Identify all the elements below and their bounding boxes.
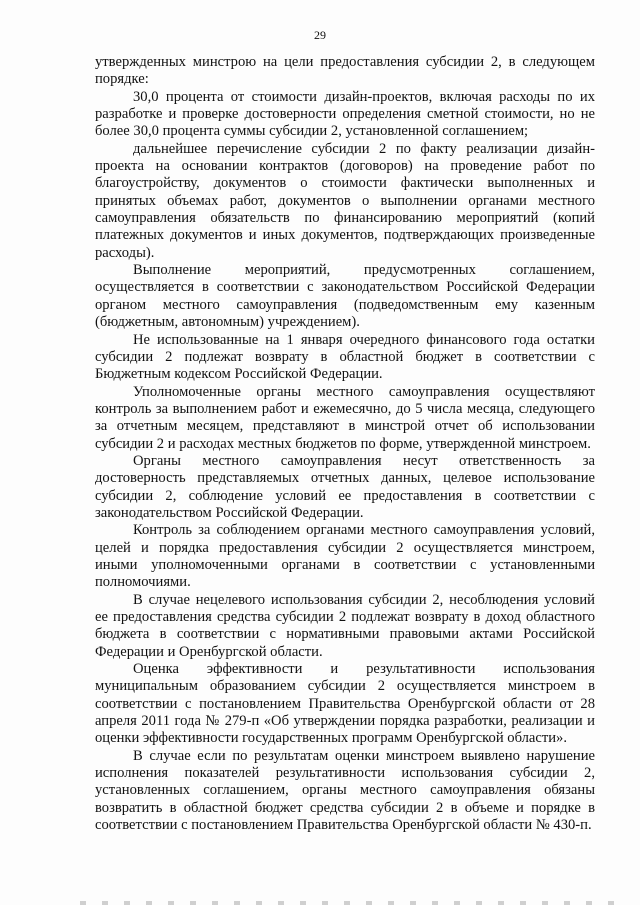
document-body xyxy=(95,54,595,834)
paragraph-3: дальнейшее перечисление субсидии 2 по факту реализации дизайн-проекта на основании контрактов (договоров) на проведение работ по благоустройству, документов о стоимости фактически выполненных и принятых объемах работ, документов о выполнении органами местного самоуправления обязательств по финансированию мероприятий (копий платежных документов и иных документов, подтверждающих произведенные расходы). xyxy=(95,140,595,261)
paragraph-5: Не использованные на 1 января очередного финансового года остатки субсидии 2 подлежат возврату в областной бюджет в соответствии с Бюджетным кодексом Российской Федерации. xyxy=(95,331,595,383)
scan-edge-artifact xyxy=(80,901,620,905)
paragraph-7: Органы местного самоуправления несут ответственность за достоверность представляемых отчетных данных, целевое использование субсидии 2, соблюдение условий ее предоставления в соответствии с законодательством Российской Федерации. xyxy=(95,452,595,521)
paragraph-8: Контроль за соблюдением органами местного самоуправления условий, целей и порядка предоставления субсидии 2 осуществляется минстроем, иными уполномоченными органами в соответствии с установленными полномочиями. xyxy=(95,522,595,591)
paragraph-4: Выполнение мероприятий, предусмотренных соглашением, осуществляется в соответствии с законодательством Российской Федерации органом местного самоуправления (подведомственным ему казенным (бюджетным, автономным) учреждением). xyxy=(95,262,595,331)
paragraph-11: В случае если по результатам оценки минстроем выявлено нарушение исполнения показателей результативности использования субсидии 2, установленных соглашением, органы местного самоуправления обязаны возвратить в областной бюджет средства субсидии 2 в объеме и порядке в соответствии с постановлением Правительства Оренбургской области № 430-п. xyxy=(95,747,595,834)
paragraph-9: В случае нецелевого использования субсидии 2, несоблюдения условий ее предоставления средства субсидии 2 подлежат возврату в доход областного бюджета в соответствии с нормативными правовыми актами Российской Федерации и Оренбургской области. xyxy=(95,591,595,660)
page-number: 29 xyxy=(314,28,326,42)
paragraph-2: 30,0 процента от стоимости дизайн-проектов, включая расходы по их разработке и проверке достоверности определения сметной стоимости, но не более 30,0 процента суммы субсидии 2, установленной соглашением; xyxy=(95,88,595,140)
paragraph-10: Оценка эффективности и результативности использования муниципальным образованием субсидии 2 осуществляется минстроем в соответствии с постановлением Правительства Оренбургской области от 28 апреля 2011 года № 279-п «Об утверждении порядка разработки, реализации и оценки эффективности государственных программ Оренбургской области». xyxy=(95,661,595,747)
paragraph-1: утвержденных минстрою на цели предоставления субсидии 2, в следующем порядке: xyxy=(95,54,595,88)
paragraph-6: Уполномоченные органы местного самоуправления осуществляют контроль за выполнением работ и ежемесячно, до 5 числа месяца, следующего за отчетным месяцем, представляют в минстрой отчет об использовании субсидии 2 и расходах местных бюджетов по форме, утвержденной минстроем. xyxy=(95,383,595,452)
